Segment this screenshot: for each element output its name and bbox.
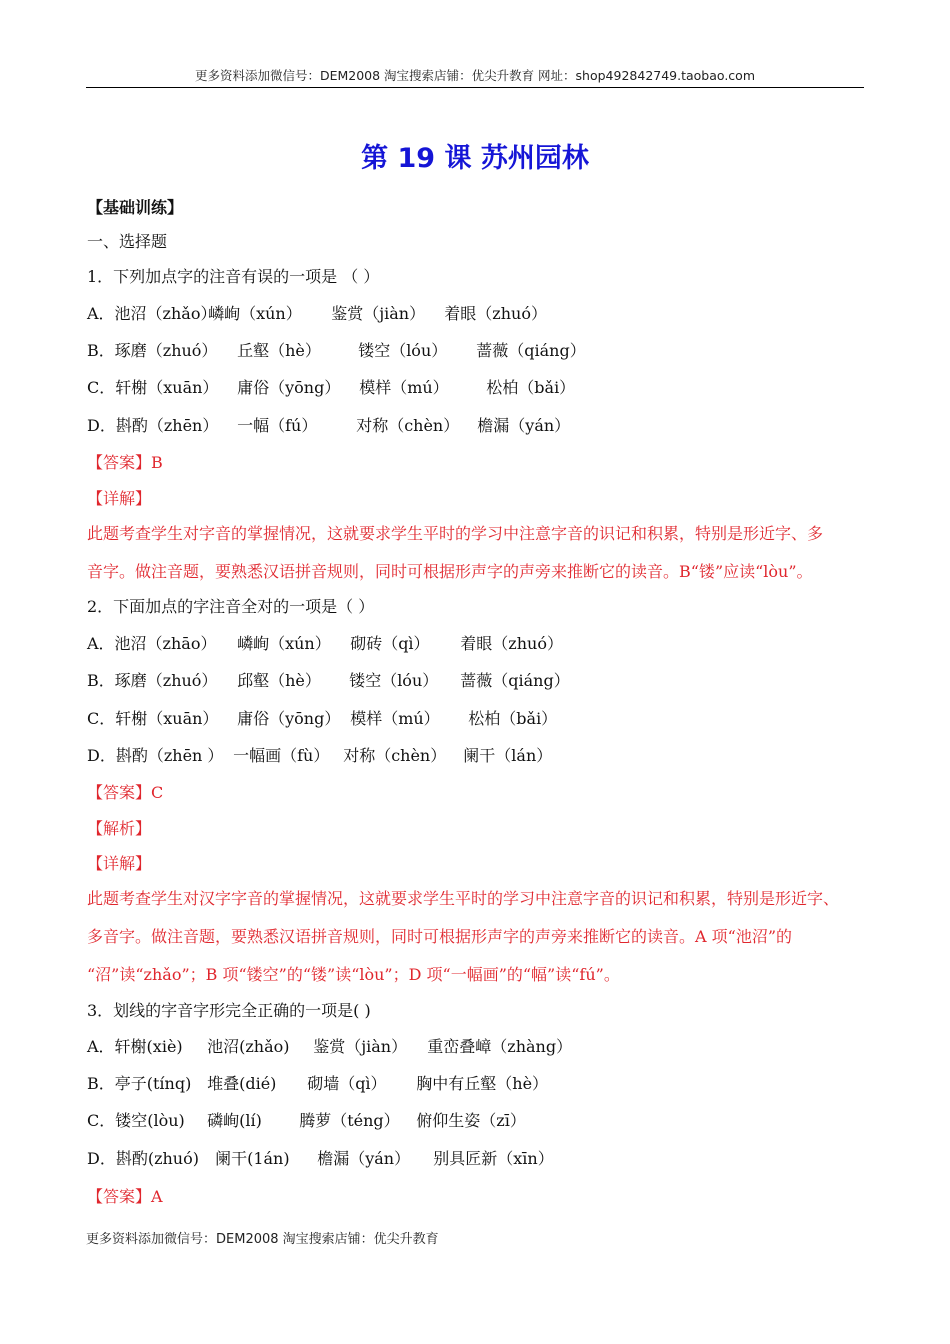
q3-answer: 【答案】A <box>87 1187 163 1206</box>
q1-d-2: 一幅（fú） <box>237 416 318 435</box>
q2-option-c <box>87 709 557 729</box>
q3-option-b <box>87 1074 548 1094</box>
q2-a-3: 砌砖（qì） <box>350 634 430 653</box>
q2-b-2: 邱壑（hè） <box>237 671 321 690</box>
subsection-heading: 一、选择题 <box>87 232 168 251</box>
q1-a-1: A．池沼（zhǎo） <box>87 304 217 323</box>
q1-c-2: 庸俗（yōng） <box>237 378 341 397</box>
q3-a-1: A．轩榭(xiè) <box>87 1037 183 1056</box>
q3-d-2: 阑干(1án) <box>215 1149 290 1168</box>
q2-d-3: 对称（chèn） <box>343 746 447 765</box>
q3-b-2: 堆叠(dié) <box>207 1074 277 1093</box>
q2-b-4: 蔷薇（qiáng） <box>460 671 570 690</box>
q3-c-2: 磷峋(lí) <box>207 1111 262 1130</box>
q2-b-3: 镂空（lóu） <box>349 671 439 690</box>
q1-detail-label: 【详解】 <box>87 489 152 508</box>
q2-detail-line-3: “沼”读“zhǎo”；B 项“镂空”的“镂”读“lòu”；D 项“一幅画”的“幅”读“fú”。 <box>87 965 620 984</box>
q2-c-1: C．轩榭（xuān） <box>87 709 219 728</box>
q3-d-4: 别具匠新（xīn） <box>433 1149 554 1168</box>
q2-answer: 【答案】C <box>87 783 164 802</box>
q3-a-2: 池沼(zhǎo) <box>207 1037 290 1056</box>
q1-stem: 1．下列加点字的注音有误的一项是 （ ） <box>87 267 380 286</box>
q2-c-3: 模样（mú） <box>350 709 440 728</box>
q2-detail-label: 【详解】 <box>87 854 152 873</box>
q2-c-4: 松柏（bǎi） <box>468 709 558 728</box>
q3-c-3: 腾萝（téng） <box>299 1111 400 1130</box>
q1-detail-line-1: 此题考查学生对字音的掌握情况，这就要求学生平时的学习中注意字音的识记和积累，特别是形近字、多 <box>87 524 824 543</box>
page-footer: 更多资料添加微信号：DEM2008 淘宝搜索店铺：优尖升教育 <box>86 1232 439 1247</box>
q3-a-4: 重峦叠嶂（zhàng） <box>427 1037 573 1056</box>
q2-option-a <box>87 634 563 654</box>
q2-option-b <box>87 671 570 691</box>
q2-detail-line-1: 此题考查学生对汉字字音的掌握情况，这就要求学生平时的学习中注意字音的识记和积累，特别是形近字、 <box>87 889 840 908</box>
q3-a-3: 鉴赏（jiàn） <box>313 1037 408 1056</box>
q1-b-4: 蔷薇（qiáng） <box>476 341 586 360</box>
q1-c-4: 松柏（bǎi） <box>486 378 576 397</box>
q2-detail-line-2: 多音字。做注音题，要熟悉汉语拼音规则，同时可根据形声字的声旁来推断它的读音。A 项“池沼”的 <box>87 927 793 946</box>
q1-option-d <box>87 416 570 436</box>
q3-option-c <box>87 1111 526 1131</box>
q2-d-4: 阑干（lán） <box>463 746 553 765</box>
q1-c-3: 模样（mú） <box>359 378 449 397</box>
q3-c-1: C．镂空(lòu) <box>87 1111 185 1130</box>
section-heading: 【基础训练】 <box>87 198 184 217</box>
q2-c-2: 庸俗（yōng） <box>237 709 341 728</box>
q2-stem: 2．下面加点的字注音全对的一项是（ ） <box>87 597 375 616</box>
q2-option-d <box>87 746 552 766</box>
q1-b-1: B．琢磨（zhuó） <box>87 341 218 360</box>
q3-option-a <box>87 1037 572 1057</box>
q2-d-2: 一幅画（fù） <box>233 746 330 765</box>
q2-d-1: D．斟酌（zhēn ） <box>87 746 224 765</box>
q1-option-c <box>87 378 575 398</box>
q3-b-4: 胸中有丘壑（hè） <box>416 1074 549 1093</box>
q1-c-1: C．轩榭（xuān） <box>87 378 219 397</box>
q3-b-3: 砌墙（qì） <box>307 1074 387 1093</box>
q3-b-1: B．亭子(tínq) <box>87 1074 192 1093</box>
q1-a-4: 着眼（zhuó） <box>444 304 547 323</box>
header-divider <box>86 87 864 88</box>
q3-option-d <box>87 1149 554 1169</box>
q1-b-3: 镂空（lóu） <box>358 341 448 360</box>
q1-d-1: D．斟酌（zhēn） <box>87 416 219 435</box>
q1-a-3: 鉴赏（jiàn） <box>331 304 426 323</box>
q1-option-a <box>87 304 547 324</box>
q2-analysis-label: 【解析】 <box>87 819 152 838</box>
q1-b-2: 丘壑（hè） <box>237 341 321 360</box>
page-header: 更多资料添加微信号：DEM2008 淘宝搜索店铺：优尖升教育 网址：shop492842749.taobao.com <box>194 68 756 83</box>
q3-d-1: D．斟酌(zhuó) <box>87 1149 199 1168</box>
q3-c-4: 俯仰生姿（zī） <box>416 1111 526 1130</box>
q1-option-b <box>87 341 586 361</box>
q2-a-2: 嶙峋（xún） <box>237 634 331 653</box>
q1-answer: 【答案】B <box>87 453 163 472</box>
lesson-title: 第 19 课 苏州园林 <box>361 143 589 174</box>
q1-d-4: 檐漏（yán） <box>477 416 571 435</box>
q2-a-4: 着眼（zhuó） <box>460 634 563 653</box>
q2-a-1: A．池沼（zhāo） <box>87 634 217 653</box>
q1-a-2: 嶙峋（xún） <box>208 304 302 323</box>
q3-d-3: 檐漏（yán） <box>317 1149 411 1168</box>
q1-detail-line-2: 音字。做注音题，要熟悉汉语拼音规则，同时可根据形声字的声旁来推断它的读音。B“镂”应读“lòu”。 <box>87 562 813 581</box>
q1-d-3: 对称（chèn） <box>356 416 460 435</box>
q2-b-1: B．琢磨（zhuó） <box>87 671 218 690</box>
q3-stem: 3．划线的字音字形完全正确的一项是( ) <box>87 1001 371 1020</box>
